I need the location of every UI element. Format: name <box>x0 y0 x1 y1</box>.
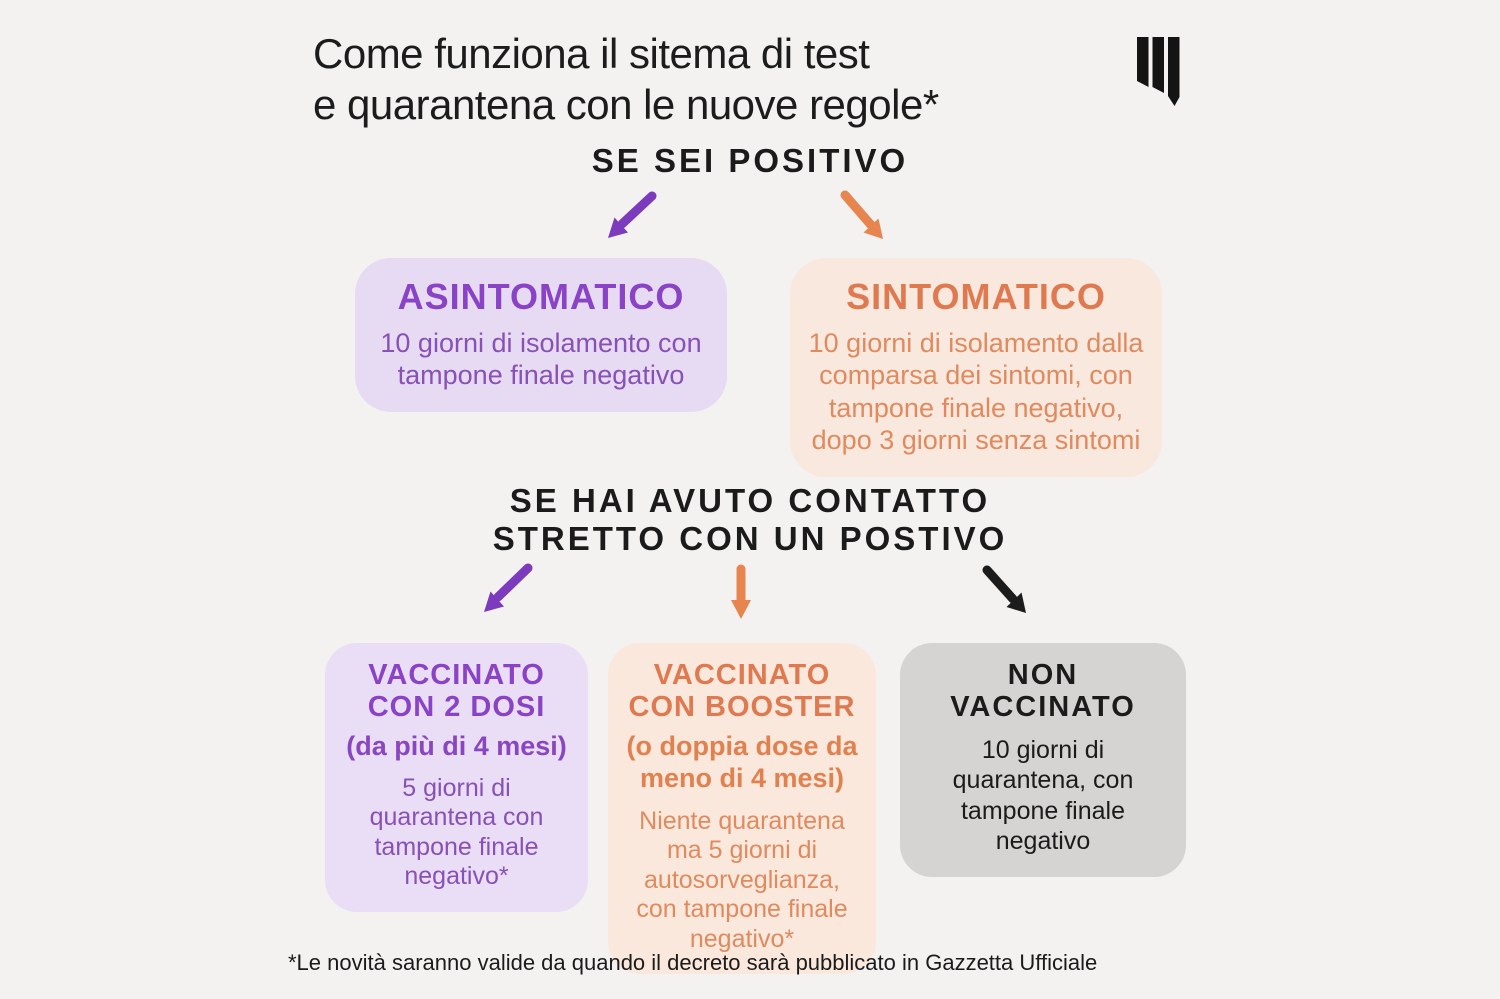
card-sintomatico <box>790 258 1162 477</box>
card-vaccinato-booster-body: Niente quarantena ma 5 giorni di autosorveglianza, con tampone finale negativo* <box>636 806 848 953</box>
card-vaccinato-booster-subtitle: (o doppia dose da meno di 4 mesi) <box>626 730 858 793</box>
arrow-down-right-black-icon <box>980 564 1036 623</box>
card-vaccinato-booster-title: VACCINATO CON BOOSTER <box>628 659 856 724</box>
card-vaccinato-2-dosi-title: VACCINATO CON 2 DOSI <box>367 659 546 724</box>
wired-logo-icon <box>1136 37 1182 107</box>
page-title <box>313 28 939 130</box>
arrow-down-left-purple-icon <box>474 562 536 625</box>
heading-contatto-stretto <box>0 482 1500 557</box>
footnote: *Le novità saranno valide da quando il decreto sarà pubblicato in Gazzetta Ufficiale <box>288 950 1098 975</box>
arrow-down-right-orange-icon <box>838 189 892 250</box>
card-non-vaccinato-body: 10 giorni di quarantena, con tampone finale negativo <box>952 735 1134 856</box>
page-title-line1: Come funziona il sitema di test <box>313 30 870 77</box>
page-title-line2: e quarantena con le nuove regole* <box>313 81 939 129</box>
card-vaccinato-2-dosi <box>325 643 588 912</box>
card-sintomatico-body: 10 giorni di isolamento dalla comparsa dei sintomi, con tampone finale negativo, dopo 3 giorni senza sintomi <box>808 328 1144 456</box>
card-vaccinato-booster <box>608 643 876 974</box>
arrow-down-orange-icon <box>724 564 758 627</box>
card-asintomatico <box>355 258 727 412</box>
heading-se-sei-positivo: SE SEI POSITIVO <box>591 142 909 179</box>
heading-contatto-line1: SE HAI AVUTO CONTATTO <box>509 482 991 519</box>
card-vaccinato-2-dosi-body: 5 giorni di quarantena con tampone finale negativo* <box>369 773 544 891</box>
heading-contatto-line2: STRETTO CON UN POSTIVO <box>492 519 1008 557</box>
arrow-down-left-purple-icon <box>598 190 660 251</box>
card-vaccinato-2-dosi-subtitle: (da più di 4 mesi) <box>346 730 567 761</box>
card-non-vaccinato-title: NON VACCINATO <box>950 659 1136 724</box>
card-non-vaccinato <box>900 643 1186 877</box>
card-asintomatico-body: 10 giorni di isolamento con tampone finale negativo <box>380 328 702 391</box>
card-sintomatico-title: SINTOMATICO <box>846 276 1106 317</box>
card-asintomatico-title: ASINTOMATICO <box>397 276 685 317</box>
